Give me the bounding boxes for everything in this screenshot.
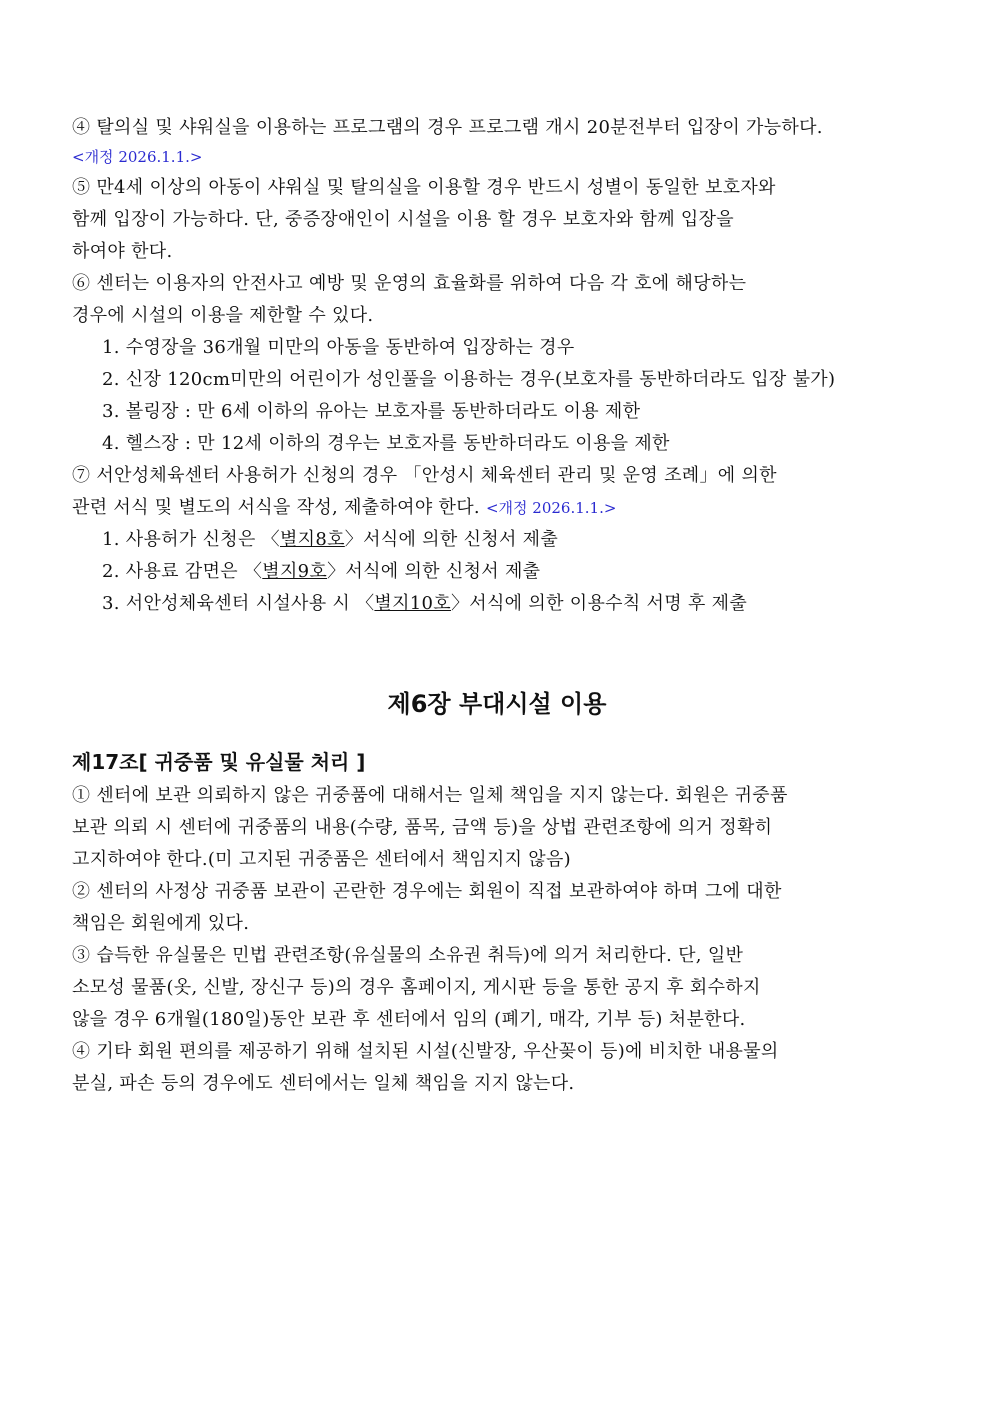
paragraph-4: ④ 탈의실 및 샤워실을 이용하는 프로그램의 경우 프로그램 개시 20분전부터 입장이 가능하다. (72, 117, 823, 138)
paragraph-7-line-2-text: 관련 서식 및 별도의 서식을 작성, 제출하여야 한다. (72, 497, 480, 518)
paragraph-7-item-2 (72, 556, 922, 588)
paragraph-6-line-1: ⑥ 센터는 이용자의 안전사고 예방 및 운영의 효율화를 위하여 다음 각 호에 해당하는 (72, 273, 747, 294)
chapter-title: 제6장 부대시설 이용 (387, 690, 607, 718)
paragraph-5-line-2: 함께 입장이 가능하다. 단, 중증장애인이 시설을 이용 할 경우 보호자와 함께 입장을 (72, 209, 734, 230)
paragraph-6-item-1: 1. 수영장을 36개월 미만의 아동을 동반하여 입장하는 경우 (102, 337, 575, 358)
item-text: 1. 사용허가 신청은 〈 (102, 529, 280, 550)
article-17-line-9: ④ 기타 회원 편의를 제공하기 위해 설치된 시설(신발장, 우산꽂이 등)에 비치한 내용물의 (72, 1041, 779, 1062)
article-17-line-10: 분실, 파손 등의 경우에도 센터에서는 일체 책임을 지지 않는다. (72, 1073, 575, 1094)
item-text: 〉서식에 의한 신청서 제출 (327, 561, 541, 582)
paragraph-6-line-2: 경우에 시설의 이용을 제한할 수 있다. (72, 305, 374, 326)
paragraph-6-item-2: 2. 신장 120cm미만의 어린이가 성인풀을 이용하는 경우(보호자를 동반하더라도 입장 불가) (102, 369, 836, 390)
form-reference-link[interactable]: 별지8호 (279, 529, 345, 550)
amendment-note-text: <개정 2026.1.1.> (72, 148, 203, 166)
article-17-line-5: 책임은 회원에게 있다. (72, 913, 250, 934)
paragraph-7-line-1: ⑦ 서안성체육센터 사용허가 신청의 경우 「안성시 체육센터 관리 및 운영 조례」에 의한 (72, 465, 777, 486)
paragraph-7-item-3 (72, 588, 922, 620)
amendment-note-text: <개정 2026.1.1.> (485, 499, 617, 517)
paragraph-7-item-1 (72, 524, 922, 556)
form-reference-link[interactable]: 별지9호 (262, 561, 328, 582)
item-text: 〉서식에 의한 신청서 제출 (344, 529, 559, 550)
article-17-line-8: 않을 경우 6개월(180일)동안 보관 후 센터에서 임의 (폐기, 매각, 기부 등) 처분한다. (72, 1009, 746, 1030)
amendment-note (72, 144, 922, 172)
paragraph-5-line-1: ⑤ 만4세 이상의 아동이 샤워실 및 탈의실을 이용할 경우 반드시 성별이 동일한 보호자와 (72, 177, 776, 198)
document-page (72, 112, 922, 1100)
article-17-line-4: ② 센터의 사정상 귀중품 보관이 곤란한 경우에는 회원이 직접 보관하여야 하며 그에 대한 (72, 881, 782, 902)
item-text: 2. 사용료 감면은 〈 (102, 561, 263, 582)
paragraph-6-item-3: 3. 볼링장 : 만 6세 이하의 유아는 보호자를 동반하더라도 이용 제한 (102, 401, 641, 422)
paragraph-5-line-3: 하여야 한다. (72, 241, 173, 262)
paragraph-7-line-2 (72, 492, 922, 524)
article-title: 제17조[ 귀중품 및 유실물 처리 ] (72, 750, 366, 774)
article-17-line-1: ① 센터에 보관 의뢰하지 않은 귀중품에 대해서는 일체 책임을 지지 않는다. 회원은 귀중품 (72, 785, 788, 806)
item-text: 〉서식에 의한 이용수칙 서명 후 제출 (451, 593, 748, 614)
article-17-line-6: ③ 습득한 유실물은 민법 관련조항(유실물의 소유권 취득)에 의거 처리한다. 단, 일반 (72, 945, 744, 966)
article-17-line-3: 고지하여야 한다.(미 고지된 귀중품은 센터에서 책임지지 않음) (72, 849, 571, 870)
paragraph-6-item-4: 4. 헬스장 : 만 12세 이하의 경우는 보호자를 동반하더라도 이용을 제한 (102, 433, 670, 454)
form-reference-link[interactable]: 별지10호 (374, 593, 451, 614)
item-text: 3. 서안성체육센터 시설사용 시 〈 (102, 593, 375, 614)
article-17-line-7: 소모성 물품(옷, 신발, 장신구 등)의 경우 홈페이지, 게시판 등을 통한 공지 후 회수하지 (72, 977, 761, 998)
article-17-line-2: 보관 의뢰 시 센터에 귀중품의 내용(수량, 품목, 금액 등)을 상법 관련조항에 의거 정확히 (72, 817, 773, 838)
